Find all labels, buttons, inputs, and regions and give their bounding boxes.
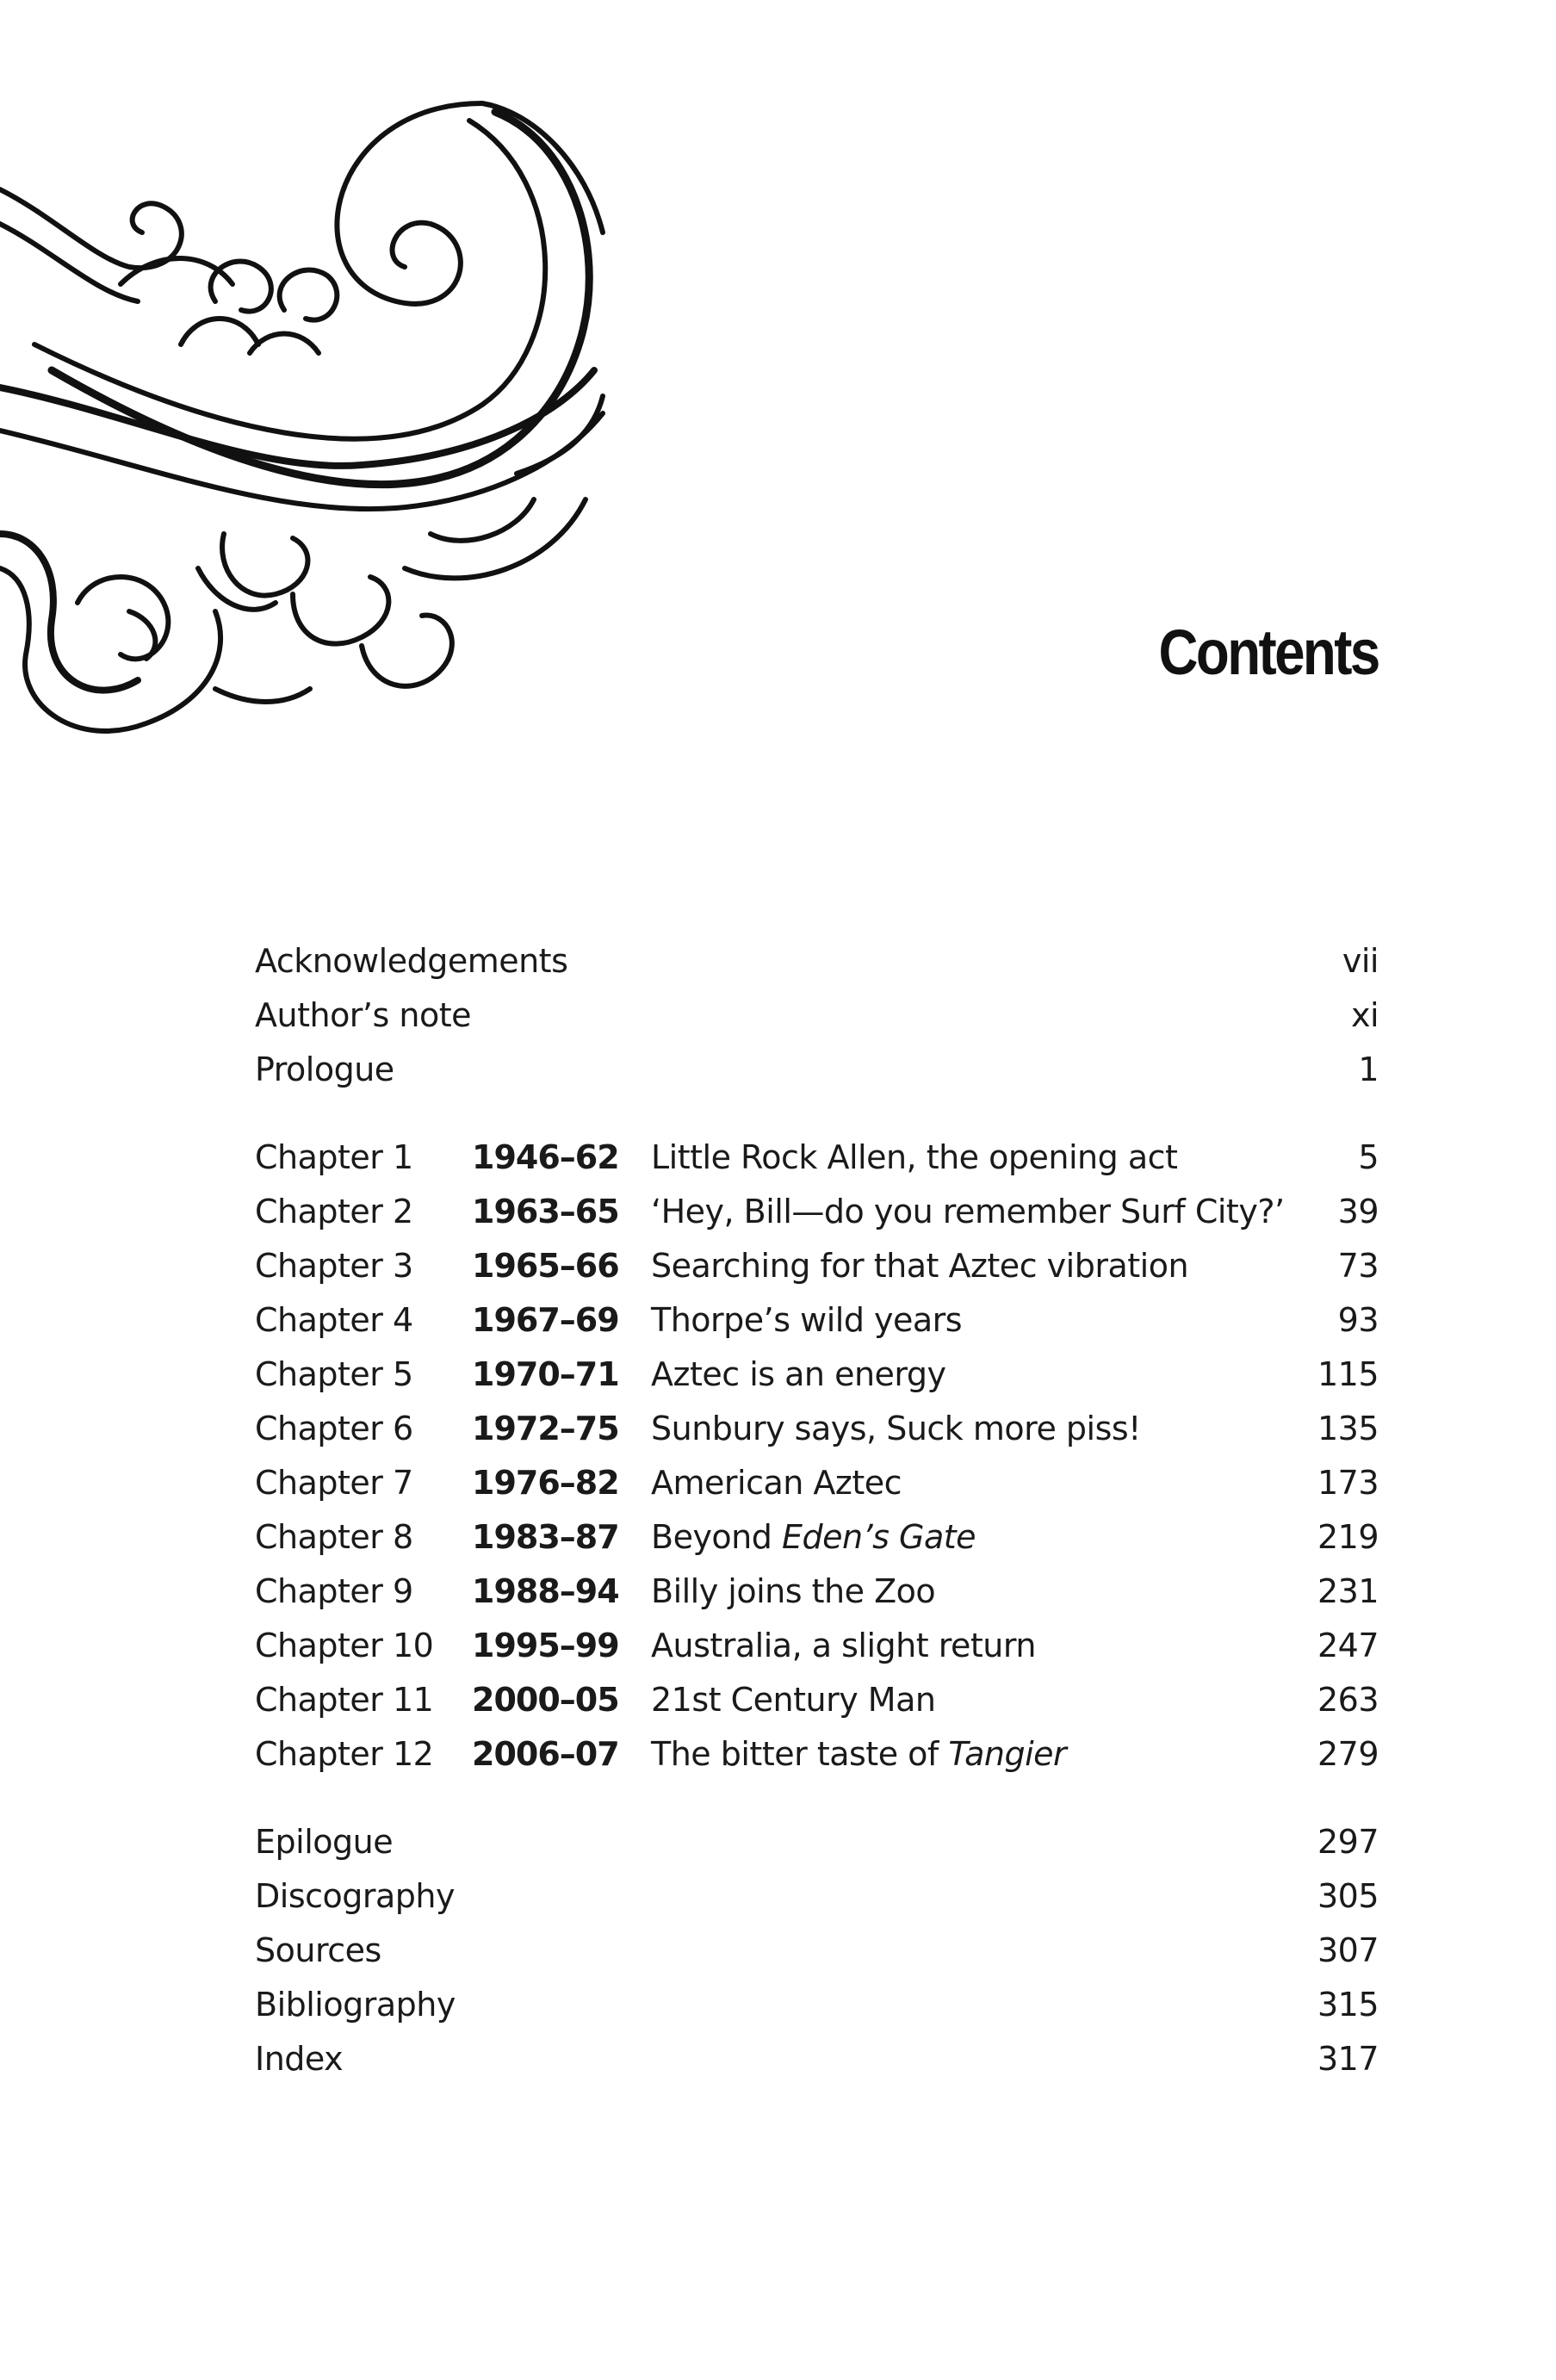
toc-entry-prologue[interactable] [255,1043,1379,1097]
chapter-title: Little Rock Allen, the opening act [651,1138,1178,1176]
chapter-label: Chapter 8 [255,1518,413,1556]
page-number: 39 [1337,1193,1379,1230]
toc-entry-acknowledgements[interactable] [255,934,1379,989]
toc-entry-index[interactable] [255,2032,1379,2086]
page-number: 173 [1317,1464,1379,1502]
entry-label: Discography [255,1877,455,1915]
page-number: vii [1342,942,1379,980]
chapter-label: Chapter 2 [255,1193,413,1230]
entry-label: Author’s note [255,996,472,1034]
entry-label: Index [255,2040,344,2078]
chapter-label: Chapter 4 [255,1301,413,1339]
chapter-title: ‘Hey, Bill—do you remember Surf City?’ [651,1193,1285,1230]
page-number: xi [1350,996,1379,1034]
entry-label: Sources [255,1931,381,1969]
chapter-label: Chapter 5 [255,1355,413,1393]
chapter-label: Chapter 11 [255,1681,434,1719]
entry-label: Prologue [255,1051,394,1088]
toc-entry-chapter-11[interactable] [255,1673,1379,1727]
toc-entry-chapter-4[interactable] [255,1293,1379,1348]
page-number: 263 [1317,1681,1379,1719]
toc-entry-chapter-5[interactable] [255,1348,1379,1402]
chapter-years: 1946–62 [472,1138,619,1176]
chapter-label: Chapter 12 [255,1735,434,1773]
table-of-contents [255,934,1379,2086]
chapter-label: Chapter 3 [255,1247,413,1285]
chapter-years: 1965–66 [472,1247,619,1285]
swirl-wave-ornament-icon [0,86,637,758]
chapter-label: Chapter 6 [255,1410,413,1447]
toc-entry-epilogue[interactable] [255,1815,1379,1869]
toc-entry-chapter-6[interactable] [255,1402,1379,1456]
chapter-label: Chapter 1 [255,1138,413,1176]
chapter-years: 1972–75 [472,1410,619,1447]
toc-entry-sources[interactable] [255,1924,1379,1978]
toc-entry-chapter-2[interactable] [255,1185,1379,1239]
chapter-title: American Aztec [651,1464,902,1502]
chapter-title: Beyond Eden’s Gate [651,1518,976,1556]
chapter-list [255,1131,1379,1782]
chapter-years: 2000–05 [472,1681,619,1719]
toc-entry-discography[interactable] [255,1869,1379,1924]
toc-entry-chapter-8[interactable] [255,1510,1379,1565]
entry-label: Epilogue [255,1823,394,1861]
chapter-title: 21st Century Man [651,1681,936,1719]
chapter-title: Searching for that Aztec vibration [651,1247,1189,1285]
page-number: 135 [1317,1410,1379,1447]
page-number: 297 [1317,1823,1379,1861]
chapter-label: Chapter 10 [255,1627,434,1664]
toc-entry-chapter-10[interactable] [255,1619,1379,1673]
page-number: 315 [1317,1986,1379,2024]
chapter-label: Chapter 9 [255,1572,413,1610]
toc-entry-chapter-7[interactable] [255,1456,1379,1510]
chapter-label: Chapter 7 [255,1464,413,1502]
page-number: 247 [1317,1627,1379,1664]
chapter-title: Sunbury says, Suck more piss! [651,1410,1141,1447]
page-title: Contents [1158,617,1379,688]
chapter-years: 1963–65 [472,1193,619,1230]
page-number: 5 [1358,1138,1379,1176]
chapter-title: Thorpe’s wild years [651,1301,963,1339]
page-number: 307 [1317,1931,1379,1969]
toc-entry-chapter-9[interactable] [255,1565,1379,1619]
chapter-years: 2006–07 [472,1735,619,1773]
page-number: 1 [1358,1051,1379,1088]
page-number: 115 [1317,1355,1379,1393]
toc-entry-chapter-12[interactable] [255,1727,1379,1782]
toc-entry-authors-note[interactable] [255,989,1379,1043]
entry-label: Acknowledgements [255,942,568,980]
chapter-years: 1967–69 [472,1301,619,1339]
page-number: 73 [1337,1247,1379,1285]
toc-entry-chapter-3[interactable] [255,1239,1379,1293]
page-number: 317 [1317,2040,1379,2078]
chapter-years: 1983–87 [472,1518,619,1556]
toc-entry-bibliography[interactable] [255,1978,1379,2032]
page-number: 305 [1317,1877,1379,1915]
page-number: 93 [1337,1301,1379,1339]
chapter-title: Australia, a slight return [651,1627,1036,1664]
chapter-years: 1988–94 [472,1572,619,1610]
chapter-title: The bitter taste of Tangier [651,1735,1067,1773]
chapter-title: Aztec is an energy [651,1355,946,1393]
toc-entry-chapter-1[interactable] [255,1131,1379,1185]
page-number: 231 [1317,1572,1379,1610]
chapter-title: Billy joins the Zoo [651,1572,936,1610]
chapter-years: 1970–71 [472,1355,619,1393]
front-matter-list [255,934,1379,1097]
page-number: 219 [1317,1518,1379,1556]
page-number: 279 [1317,1735,1379,1773]
back-matter-list [255,1815,1379,2086]
chapter-years: 1976–82 [472,1464,619,1502]
entry-label: Bibliography [255,1986,456,2024]
chapter-years: 1995–99 [472,1627,619,1664]
